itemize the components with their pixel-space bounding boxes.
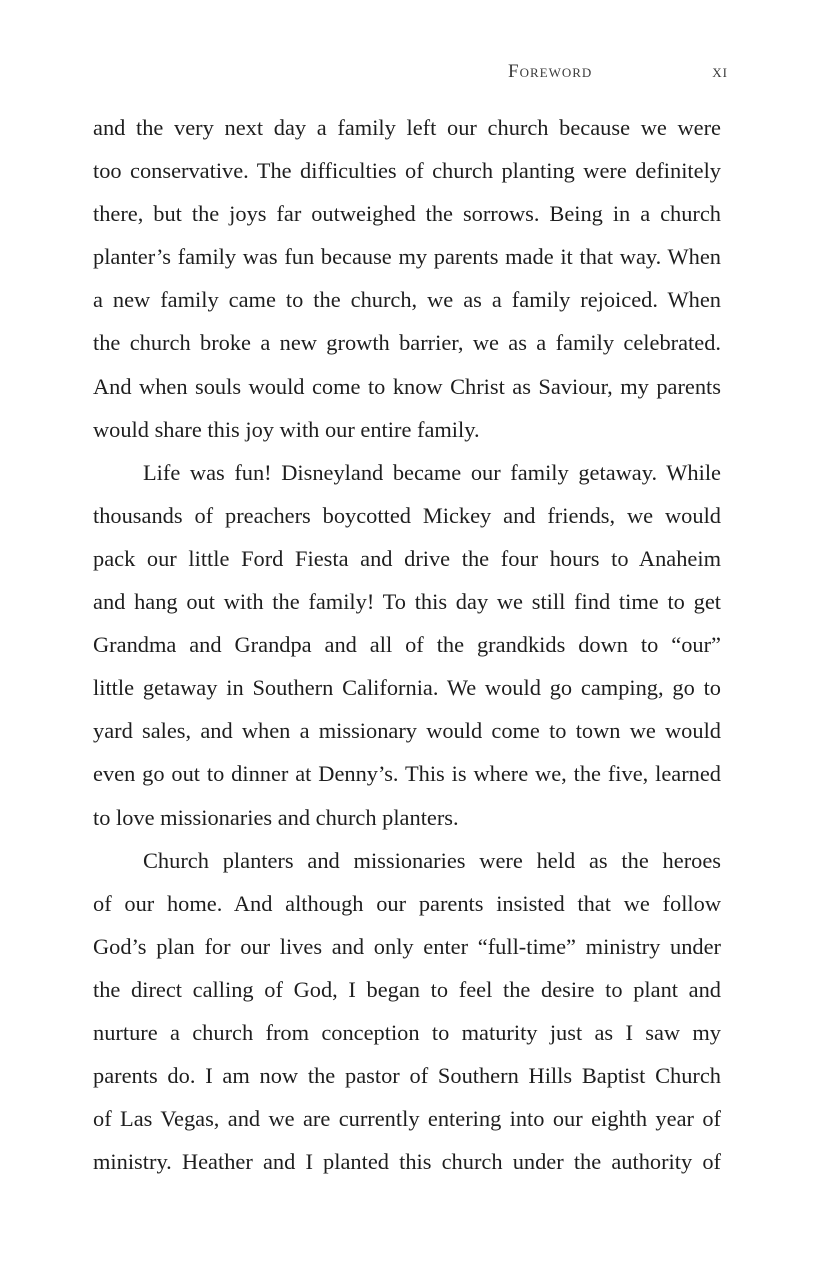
paragraph-3 bbox=[93, 839, 721, 1184]
text-line: nurture a church from conception to maturity just as I saw my bbox=[93, 1019, 721, 1045]
text-line: yard sales, and when a missionary would come to town we would bbox=[93, 718, 721, 744]
paragraph-2 bbox=[93, 451, 721, 839]
text-line: there, but the joys far outweighed the sorrows. Being in a church bbox=[93, 201, 721, 227]
text-line: God’s plan for our lives and only enter “full-time” ministry under bbox=[93, 933, 721, 959]
body-text bbox=[93, 106, 721, 1183]
text-line: thousands of preachers boycotted Mickey and friends, we would bbox=[93, 502, 721, 528]
text-line: the church broke a new growth barrier, we as a family celebrated. bbox=[93, 330, 721, 356]
text-line: and the very next day a family left our church because we were bbox=[93, 115, 721, 140]
paragraph-1 bbox=[93, 106, 721, 451]
running-header bbox=[505, 58, 728, 88]
text-line: planter’s family was fun because my parents made it that way. When bbox=[93, 244, 721, 270]
text-line: a new family came to the church, we as a family rejoiced. When bbox=[93, 287, 721, 313]
text-line: even go out to dinner at Denny’s. This is where we, the five, learned bbox=[93, 761, 721, 787]
text-line: And when souls would come to know Christ as Saviour, my parents bbox=[93, 373, 721, 399]
text-line: of our home. And although our parents insisted that we follow bbox=[93, 890, 721, 916]
text-line: too conservative. The difficulties of church planting were definitely bbox=[93, 158, 721, 184]
text-line: the direct calling of God, I began to feel the desire to plant and bbox=[93, 976, 721, 1002]
text-line: Church planters and missionaries were held as the heroes bbox=[143, 847, 721, 873]
text-line: pack our little Ford Fiesta and drive the four hours to Anaheim bbox=[93, 545, 721, 571]
page-number: xi bbox=[712, 61, 728, 82]
text-line: would share this joy with our entire family. bbox=[93, 416, 480, 442]
text-line: little getaway in Southern California. We would go camping, go to bbox=[93, 675, 721, 701]
section-title: Foreword bbox=[508, 61, 593, 82]
text-line: and hang out with the family! To this day we still find time to get bbox=[93, 589, 721, 615]
text-line: parents do. I am now the pastor of Southern Hills Baptist Church bbox=[93, 1063, 721, 1089]
text-line: Life was fun! Disneyland became our family getaway. While bbox=[143, 459, 721, 485]
text-line: ministry. Heather and I planted this church under the authority of bbox=[93, 1149, 721, 1175]
text-line: of Las Vegas, and we are currently entering into our eighth year of bbox=[93, 1106, 721, 1132]
text-line: Grandma and Grandpa and all of the grandkids down to “our” bbox=[93, 632, 721, 658]
text-line: to love missionaries and church planters. bbox=[93, 804, 459, 830]
